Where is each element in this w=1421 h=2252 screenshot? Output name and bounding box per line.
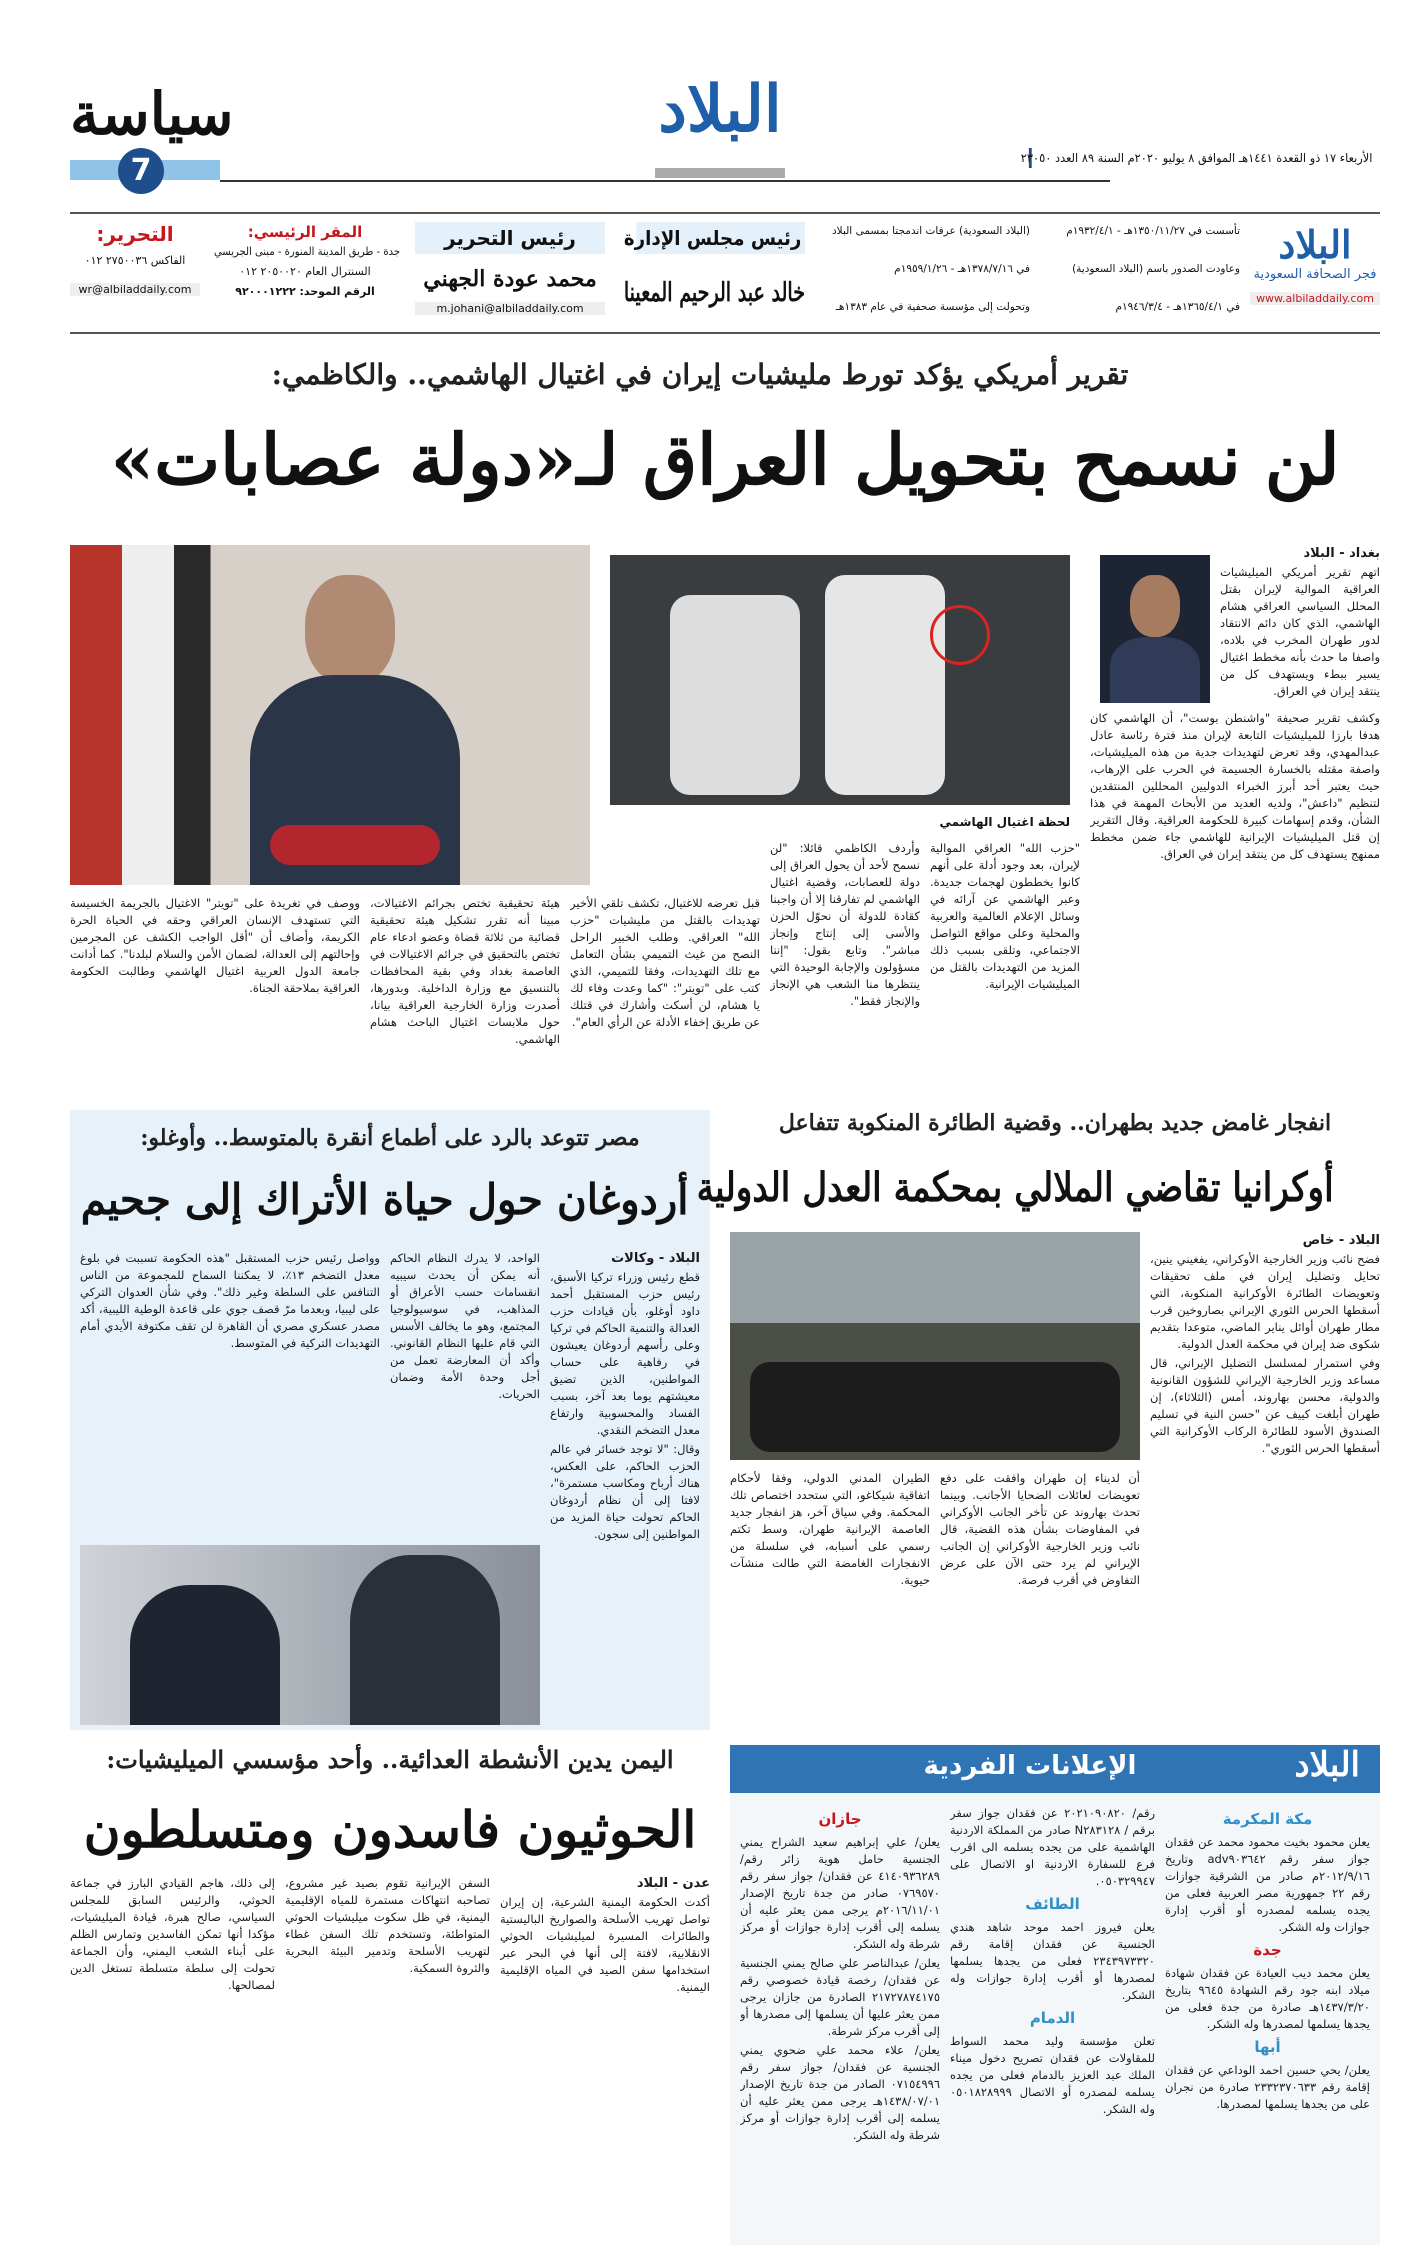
ads-city: جدة <box>1253 1941 1282 1959</box>
history-col-2 <box>820 222 1030 336</box>
turkey-column-2 <box>390 1250 540 1540</box>
chairman-block <box>620 222 805 308</box>
yemen-column-2 <box>285 1875 490 2240</box>
history-line: (البلاد السعودية) عرفات اندمجتا بمسمى البلاد <box>832 225 1030 237</box>
ad-item: يعلن/ علي إبراهيم سعيد الشراح يمني الجنسية حامل هوية زائر رقم/ ٤١٤٠٩٣٦٢٨٩ عن فقدان/ جواز سفر رقم ٠٧٦٩٥٧٠ صادر من جدة تاريخ الإصدار ٢٠١٦/١١/٠١م يرجى ممن يعثر عليه أن يسلمه إلى أقرب إدارة جوازات أو مركز شرطة وله الشكر. <box>740 1835 940 1951</box>
history-col-1 <box>1040 222 1240 336</box>
yemen-column-3 <box>70 1875 275 2240</box>
paragraph: فضح نائب وزير الخارجية الأوكراني، يفغيني ينين، تحايل وتضليل إيران في ملف تحقيقات وتعويضات الطائرة الأوكرانية المنكوبة، التي أسقطها الحرس الثوري الإيراني بصاروخين قرب مطار طهران أوائل يناير الماضي، متوعدا بتقديم شكوى ضد إيران في محكمة العدل الدولية. <box>1150 1252 1380 1351</box>
paragraph: السفن الإيرانية تقوم بصيد غير مشروع، تصاحبه انتهاكات مستمرة للمياه الإقليمية اليمنية، في ظل سكوت ميليشيات الحوثي المتواطئة، وتستخدم تلك السفن غطاء لتهريب الأسلحة وتدمير البيئة البحرية والثروة السمكية. <box>285 1876 490 1975</box>
lead-kicker: تقرير أمريكي يؤكد تورط مليشيات إيران في اغتيال الهاشمي.. والكاظمي: <box>271 358 1129 391</box>
paragraph: أكدت الحكومة اليمنية الشرعية، إن إيران تواصل تهريب الأسلحة والصواريخ الباليستية والطائرات المسيرة لميليشيات الحوثي الانقلابية، لافتة إلى أنها في البحر عبر استخدامها سفن الصيد في المياه الإقليمية اليمنية. <box>500 1895 710 1994</box>
lead-column-7 <box>70 895 360 1100</box>
ads-city: أبها <box>1254 2038 1281 2056</box>
plane-crash-photo <box>730 1232 1140 1460</box>
ads-column-2 <box>950 1805 1155 2245</box>
newspaper-logo: البلاد <box>658 72 782 147</box>
ad-item: يعلن/ عبدالناصر علي صالح يمني الجنسية عن فقدان/ رخصة قيادة خصوصي رقم ٢١٧٢٧٨٧٤١٧٥ الصادرة من جازان يرجى ممن يعثر عليها أن يسلمها إلى مصدرها أو إلى أقرب مركز شرطة. <box>740 1956 940 2038</box>
masthead-logo: البلاد <box>1278 222 1352 267</box>
turkey-dateline: البلاد - وكالات <box>611 1251 700 1266</box>
ad-item: يعلن محمود بخيت محمود محمد عن فقدان جواز سفر رقم adv٩٠٣٦٤٢ وتاريخ ٢٠١٢/٩/١٦م صادر من الشرقية جوازات رقم ٢٢ جمهورية مصر العربية فعلى من يجده يسلمه لمصدره أو أقرب إدارة جوازات وله الشكر. <box>1165 1835 1370 1934</box>
hq-line: الرقم الموحد: ٩٢٠٠٠١٢٢٢ <box>235 285 375 298</box>
paragraph: قبل تعرضه للاغتيال، تكشف تلقي الأخير تهديدات بالقتل من مليشيات "حزب الله" العراقي. وطلب الخبير الراحل النصح من غيث التميمي بشأن التعامل مع تلك التهديدات، وفقا للتميمي، الذي كتب على "تويتر": "كما وعدت وفاء لك يا هشام، لن أسكت وأشارك في قتلك عن طريق إخفاء الأدلة عن الرأي العام". <box>570 896 760 1029</box>
paragraph: قطع رئيس وزراء تركيا الأسبق، رئيس حزب المستقبل أحمد داود أوغلو، بأن قيادات حزب العدالة والتنمية الحاكم في تركيا وعلى رأسهم أردوغان يعيشون في رفاهية على حساب المواطنين، الذين تضيق معيشتهم يوما بعد آخر، بسبب الفساد والمحسوبية وارتفاع معدل التضخم النقدي. <box>550 1270 700 1437</box>
editor-email[interactable]: m.johani@albiladdaily.com <box>415 302 605 315</box>
lead-column-6 <box>370 895 560 1100</box>
header-rule <box>220 180 1110 182</box>
ad-item: تعلن مؤسسة وليد محمد السواط للمقاولات عن فقدان تصريح دخول ميناء الملك عبد العزيز بالدمام فعلى من يجده يسلمه لمصدره أو الاتصال ٠٥٠١٨٢٨٩٩٩ وله الشكر. <box>950 2034 1155 2116</box>
yemen-kicker: اليمن يدين الأنشطة العدائية.. وأحد مؤسسي الميليشيات: <box>106 1745 674 1774</box>
hq-title: المقر الرئيسي: <box>247 223 363 241</box>
ads-title: الإعلانات الفردية <box>923 1751 1137 1781</box>
kadhimi-photo <box>70 545 590 885</box>
section-title: سياسة <box>70 80 234 148</box>
ad-item: يعلن/ يحي حسين احمد الوداعي عن فقدان إقامة رقم ٢٣٣٢٣٧٠٦٣٣ صادرة من نجران على من يجدها يسلمها لمصدرها. <box>1165 2063 1370 2111</box>
history-line: وعاودت الصدور باسم (البلاد السعودية) <box>1072 263 1240 275</box>
logo-bar <box>655 168 785 178</box>
editor-title: رئيس التحرير <box>415 222 605 254</box>
editor-name: محمد عودة الجهني <box>423 266 597 292</box>
erdogan-davutoglu-photo <box>80 1545 540 1725</box>
paragraph: هيئة تحقيقية تختص بجرائم الاغتيالات، مبينا أنه تقرر تشكيل هيئة تحقيقية قضائية من ثلاثة قضاة وعضو ادعاء عام تختص بالتحقيق في جرائم الاغتيالات في العاصمة بغداد وفي بقية المحافظات بالتنسيق مع وزارة الداخلية. وبدورها، أصدرت وزارة الخارجية العراقية بيانا، حول ملابسات اغتيال الباحث هشام الهاشمي. <box>370 896 560 1046</box>
iran-dateline: البلاد - خاص <box>1302 1233 1380 1248</box>
ads-column-1 <box>1165 1805 1370 2245</box>
turkey-headline: أردوغان حول حياة الأتراك إلى جحيم <box>80 1175 689 1224</box>
paragraph: وكشف تقرير صحيفة "واشنطن بوست"، أن الهاشمي كان هدفا بارزا للميليشيات التابعة لإيران منذ فترة رئاسة عادل عبدالمهدي، وقد تعرض لتهديدات جدية من هذه الميليشيات، واصفة مقتله بالخسارة الجسيمة في الحرب على الإرهاب، حيث يعتبر أحد أبرز الخبراء الدوليين المحللين المنتقدين لتنظيم "داعش"، ولديه العديد من الأبحاث المهمة في هذا الشأن، وقدم إسهامات كبيرة للحكومة العراقية. وقال التقرير إن قتل الميليشيات الإيرانية للهاشمي جاء ضمن مخطط ممنهج يستهدف كل من ينتقد إيران في العراق. <box>1090 711 1380 861</box>
lead-column-4 <box>770 840 920 1100</box>
ad-item: رقم/ ٢٠٢١٠٩٠٨٢٠ عن فقدان جواز سفر برقم / N٢٨٣١٢٨ صادر من المملكة الاردنية الهاشمية على من يجده يسلمه الى اقرب فرع للسفارة الاردنية او الاتصال على ٠٥٠٣٢٩٩٤٧. <box>950 1806 1155 1888</box>
paragraph: ووصف في تغريدة على "تويتر" الاغتيال بالجريمة الخسيسة التي تستهدف الإنسان العراقي وحقه في الحياة الحرة الكريمة، وأضاف أن "أقل الواجب الكشف عن المجرمين وإحالتهم إلى العدالة، لضمان الأمن والسلام لبلدنا". كما أدانت جامعة الدول العربية اغتيال الهاشمي وطالبت الحكومة العراقية بملاحقة الجناة. <box>70 896 360 995</box>
turkey-column-1 <box>550 1250 700 1720</box>
history-line: تأسست في ١٣٥٠/١١/٢٧هـ - ١٩٣٢/٤/١م <box>1066 225 1240 237</box>
yemen-headline: الحوثيون فاسدون ومتسلطون <box>83 1800 697 1859</box>
ads-logo: البلاد <box>1294 1745 1360 1785</box>
paragraph: الواحد، لا يدرك النظام الحاكم أنه يمكن أن يحدث سيبيه انقسامات حسب الأعراق أو المذاهب، في سوسيولوجيا المجتمع، وهو ما يخالف الأسس التي قام عليها النظام القانوني. وأكد أن المعارضة تعمل من أجل وحدة الأمة وضمان الحريات. <box>390 1251 540 1401</box>
editorial-title: التحرير: <box>96 222 174 246</box>
iran-column-3 <box>730 1470 930 1730</box>
lead-headline: لن نسمح بتحويل العراق لـ«دولة عصابات» <box>110 418 1340 501</box>
classified-ads-header <box>730 1745 1380 1793</box>
ads-city: جازان <box>818 1810 862 1828</box>
editorial-fax: الفاكس ٢٧٥٠٠٣٦ ٠١٢ <box>84 254 186 267</box>
paragraph: "حزب الله" العراقي الموالية لإيران، بعد وجود أدلة على أنهم كانوا يخططون لهجمات جديدة. وعبر الهاشمي عن آرائه في وسائل الإعلام العالمية والعربية والمحلية وعلى مواقع التواصل الاجتماعي، وتلقى بسبب ذلك المزيد من التهديدات بالقتل من الميليشيات الإيرانية. <box>930 841 1080 991</box>
website-link[interactable]: www.albiladdaily.com <box>1250 292 1380 305</box>
paragraph: الطيران المدني الدولي، وفقا لأحكام اتفاقية شيكاغو، التي ستحدد اختصاص تلك المحكمة. وفي سياق آخر، هز انفجار جديد العاصمة الإيرانية طهران، وسط تكتم رسمي على أسبابه، في سلسلة من الانفجارات الغامضة التي طالت منشآت حيوية. <box>730 1471 930 1587</box>
chairman-name: خالد عبد الرحيم المعينا <box>623 278 805 308</box>
ads-city: الطائف <box>1025 1895 1080 1913</box>
editorial-email[interactable]: wr@albiladdaily.com <box>70 283 200 296</box>
ad-item: يعلن/ علاء محمد علي ضحوي يمني الجنسية عن فقدان/ جواز سفر رقم ٠٧١٥٤٩٩٦ الصادر من جدة تاريخ الإصدار ١٤٣٨/٠٧/٠١هـ يرجى ممن يعثر عليه أن يسلمه إلى أقرب إدارة جوازات أو مركز شرطة وله الشكر. <box>740 2043 940 2142</box>
yemen-dateline: عدن - البلاد <box>636 1876 710 1891</box>
paragraph: اتهم تقرير أمريكي الميليشيات العراقية الموالية لإيران بقتل المحلل السياسي العراقي هشام الهاشمي، الذي كان دائم الانتقاد لدور طهران المخرب في بلاده، واصفا ما حدث بأنه مخطط اغتيال يسير ببطء ويستهدف كل من ينتقد إيران في العراق. <box>1220 565 1380 698</box>
iran-kicker: انفجار غامض جديد بطهران.. وقضية الطائرة المنكوبة تتفاعل <box>778 1110 1332 1136</box>
lead-column-1 <box>1220 545 1380 705</box>
paragraph: وقال: "لا توجد خسائر في عالم الحزب الحاكم، على العكس، هناك أرباح ومكاسب مستمرة"، لافتا إلى أن نظام أردوغان الحاكم تحولت حياة المزيد من المواطنين إلى سجون. <box>550 1442 700 1541</box>
yemen-column-1 <box>500 1875 710 2240</box>
lead-column-5 <box>570 895 760 1100</box>
tagline: فجر الصحافة السعودية <box>1253 267 1377 282</box>
ads-city: الدمام <box>1029 2009 1076 2027</box>
lead-column-2 <box>1090 710 1380 1100</box>
hq-block <box>210 222 400 302</box>
lead-dateline: بغداد - البلاد <box>1303 546 1380 561</box>
history-line: وتحولت إلى مؤسسة صحفية في عام ١٣٨٣هـ <box>835 301 1030 313</box>
paragraph: وفي استمرار لمسلسل التضليل الإيراني، قال مساعد وزير الخارجية الإيراني للشؤون القانونية والدولية، محسن بهاروند، أمس (الثلاثاء)، إن طهران أبلغت كييف عن "حسن النية في تسليم الصندوق الأسود للطائرة الركاب الأوكرانية التي أسقطها الحرس الثوري". <box>1150 1356 1380 1455</box>
issue-dateline: الأربعاء ١٧ ذو القعدة ١٤٤١هـ الموافق ٨ يوليو ٢٠٢٠م السنة ٨٩ العدد ٢٣٠٥٠ <box>1029 148 1380 168</box>
ads-column-3 <box>740 1805 940 2245</box>
paragraph: وواصل رئيس حزب المستقبل "هذه الحكومة تسببت في بلوغ معدل التضخم ١٣٪، لا يمكننا السماح للمجموعة من الناس التنافس على السلطة وغير ذلك". وفي شأن العدوان التركي على ليبيا، وبعدما مرّ قصف جوي على قاعدة الوطية الليبية، أكد مصدر عسكري مصري أن القاهرة لن تقف مكتوفة الأيدي أمام التهديدات التركية في المتوسط. <box>80 1251 380 1350</box>
photo-caption: لحظة اغتيال الهاشمي <box>939 815 1070 829</box>
history-line: في ١٣٦٥/٤/١هـ - ١٩٤٦/٣/٤م <box>1115 301 1240 313</box>
ad-item: يعلن فيروز احمد موحد شاهد هندي الجنسية عن فقدان إقامة رقم ٢٣٤٣٩٧٣٣٢٠ فعلى من يجدها يسلمها لمصدرها أو أقرب إدارة جوازات وله الشكر. <box>950 1920 1155 2002</box>
hq-line: جدة - طريق المدينة المنورة - مبنى الجريسي <box>213 245 400 258</box>
paragraph: أن لديناء إن طهران وافقت على دفع تعويضات لعائلات الضحايا الأجانب. وبينما تحدث بهاروند عن تأخر الجانب الأوكراني في المفاوضات بشأن هذه القضية، قال نائب وزير الخارجية الأوكراني إن الجانب الإيراني لم يرد حتى الآن على عرض التفاوض في أقرب فرصة. <box>940 1471 1140 1587</box>
iran-column-1 <box>1150 1232 1380 1730</box>
history-line: في ١٣٧٨/٧/١٦هـ - ١٩٥٩/١/٢٦م <box>894 263 1030 275</box>
paragraph: وأردف الكاظمي قائلا: "لن نسمح لأحد أن يحول العراق إلى دولة للعصابات، وقضية اغتيال الهاشمي لم تفارقنا إلا أن واجبنا كقادة للدولة أن نحوّل الحزن والأسى إلى إنتاج وإنجاز مباشر". وتابع بقول: "إننا مسؤولون والإجابة الوحيدة التي ينتظرها منا الشعب هي الإنجاز والإنجاز فقط". <box>770 841 920 1008</box>
turkey-column-3 <box>80 1250 380 1540</box>
assassination-cctv-photo <box>610 555 1070 805</box>
paragraph: إلى ذلك، هاجم القيادي البارز في جماعة الحوثي، والرئيس السابق للمجلس السياسي، صالح هبرة، قيادة الميليشيات، مؤكدا أنها تمكن الفاسدين وتمارس الظلم على أبناء الشعب اليمني، وأن الجماعة تحولت إلى سلطة متسلطة تستغل الدين لمصالحها. <box>70 1876 275 1992</box>
lead-column-3 <box>930 840 1080 1100</box>
hashimi-portrait <box>1100 555 1210 703</box>
chairman-title: رئيس مجلس الإدارة <box>636 222 805 254</box>
turkey-kicker: مصر تتوعد بالرد على أطماع أنقرة بالمتوسط.. وأوغلو: <box>140 1125 640 1151</box>
ads-city: مكة المكرمة <box>1222 1810 1313 1828</box>
iran-headline: أوكرانيا تقاضي الملالي بمحكمة العدل الدولية <box>696 1164 1334 1211</box>
ad-item: يعلن محمد ديب العيادة عن فقدان شهادة ميلاد ابنه جود رقم الشهادة ٩٦٤٥ بتاريخ ١٤٣٧/٣/٢٠هـ صادرة من جدة فعلى من يجدها يسلمها لمصدرها وله الشكر. <box>1165 1966 1370 2031</box>
hq-line: السنترال العام ٢٠٥٠٠٢٠ ٠١٢ <box>239 265 371 278</box>
iran-column-2 <box>940 1470 1140 1730</box>
page-number: 7 <box>118 148 164 194</box>
masthead <box>70 212 1380 334</box>
masthead-logo-block <box>1250 222 1380 305</box>
editor-block <box>415 222 605 315</box>
editorial-block <box>70 222 200 296</box>
